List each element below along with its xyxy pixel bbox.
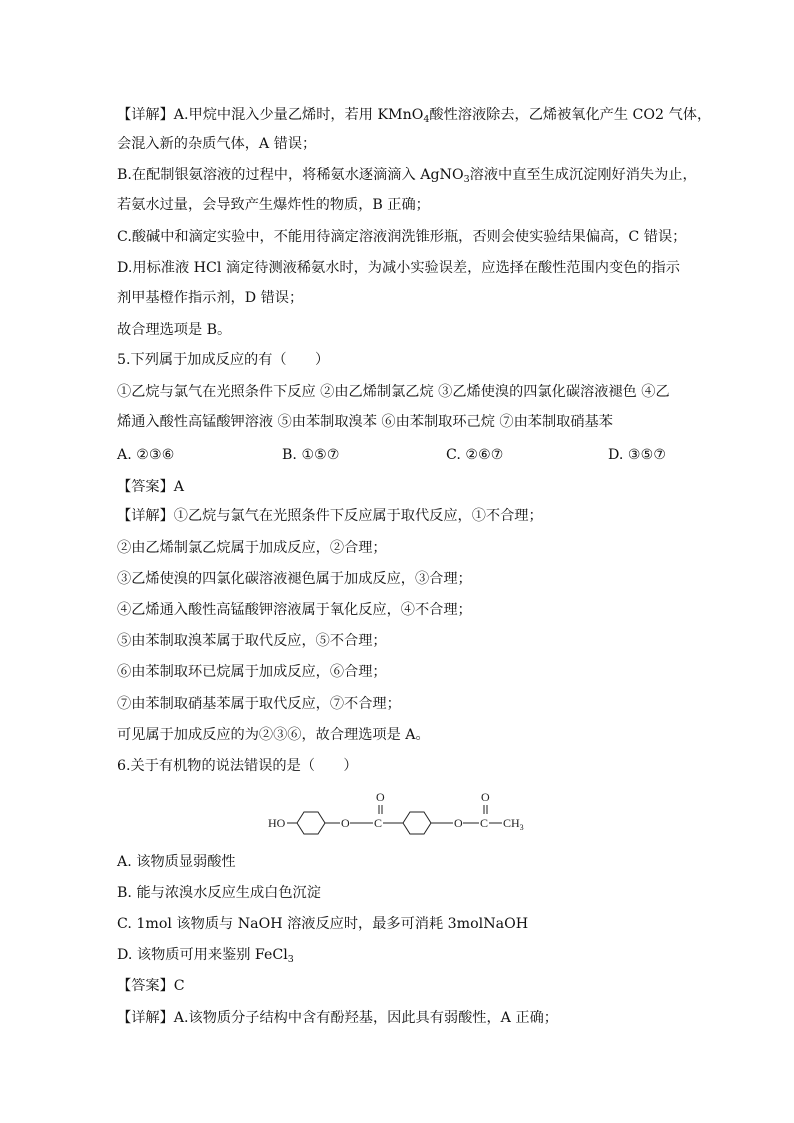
q5-detail-5: ⑤由苯制取溴苯属于取代反应，⑤不合理； (117, 633, 387, 649)
q5-option-b: B. ①⑤⑦ (282, 447, 340, 463)
structure-label-o-top1: O (376, 790, 385, 804)
p4-conclusion: 故合理选项是 B。 (117, 322, 232, 338)
structure-label-o-top2: O (481, 790, 490, 804)
q5-detail-7: ⑦由苯制取硝基苯属于取代反应，⑦不合理； (117, 696, 401, 712)
structure-label-o1: O (341, 816, 350, 830)
q6-answer: 【答案】C (117, 978, 185, 994)
q5-option-a: A. ②③⑥ (117, 447, 175, 463)
q5-items-line-1: ①乙烷与氯气在光照条件下反应 ②由乙烯制氯乙烷 ③乙烯使溴的四氯化碳溶液褪色 ④乙 (117, 384, 670, 400)
p4-detail-line-a2: 会混入新的杂质气体，A 错误； (117, 136, 317, 152)
q6-option-c: C. 1mol 该物质与 NaOH 溶液反应时，最多可消耗 3molNaOH (117, 916, 529, 932)
q5-detail-1: 【详解】①乙烷与氯气在光照条件下反应属于取代反应，①不合理； (117, 508, 543, 524)
p4-detail-line-d2: 剂甲基橙作指示剂，D 错误； (117, 290, 304, 306)
q6-option-a: A. 该物质显弱酸性 (117, 854, 236, 870)
p4-detail-line-d1: D.用标准液 HCl 滴定待测液稀氨水时，为减小实验误差，应选择在酸性范围内变色的指示 (117, 260, 680, 276)
q5-stem: 5.下列属于加成反应的有（ ） (117, 352, 330, 368)
q5-detail-2: ②由乙烯制氯乙烷属于加成反应，②合理； (117, 540, 387, 556)
q6-option-d: D. 该物质可用来鉴别 FeCl$_3$ (117, 947, 294, 965)
p4-detail-line-b1: B.在配制银氨溶液的过程中，将稀氨水逐滴滴入 AgNO$_3$溶液中直至生成沉淀刚好消失为止， (117, 167, 697, 185)
structure-label-o2: O (454, 816, 463, 830)
structural-formula (262, 787, 532, 837)
q5-conclusion: 可见属于加成反应的为②③⑥，故合理选项是 A。 (117, 727, 430, 743)
q6-stem: 6.关于有机物的说法错误的是（ ） (117, 758, 358, 774)
q6-detail-a: 【详解】A.该物质分子结构中含有酚羟基，因此具有弱酸性，A 正确； (117, 1010, 558, 1026)
structure-label-c2: C (480, 816, 489, 830)
q5-option-c: C. ②⑥⑦ (446, 447, 504, 463)
structure-label-ch3: $CH_3$ (503, 816, 524, 832)
q5-detail-3: ③乙烯使溴的四氯化碳溶液褪色属于加成反应，③合理； (117, 571, 472, 587)
p4-detail-line-b2: 若氨水过量，会导致产生爆炸性的物质，B 正确； (117, 197, 430, 213)
q6-option-b: B. 能与浓溴水反应生成白色沉淀 (117, 885, 321, 901)
q5-answer: 【答案】A (117, 479, 184, 495)
q5-detail-4: ④乙烯通入酸性高锰酸钾溶液属于氧化反应，④不合理； (117, 602, 472, 618)
structure-label-c1: C (374, 816, 383, 830)
q5-option-d: D. ③⑤⑦ (608, 447, 667, 463)
p4-detail-line-a1: 【详解】A.甲烷中混入少量乙烯时，若用 KMnO$_4$酸性溶液除去，乙烯被氧化产生 CO2 气体， (117, 107, 712, 125)
q5-items-line-2: 烯通入酸性高锰酸钾溶液 ⑤由苯制取溴苯 ⑥由苯制取环己烷 ⑦由苯制取硝基苯 (117, 414, 613, 430)
q5-detail-6: ⑥由苯制取环已烷属于加成反应，⑥合理； (117, 664, 387, 680)
structure-label-ho: HO (268, 816, 286, 830)
p4-detail-line-c: C.酸碱中和滴定实验中，不能用待滴定溶液润洗锥形瓶，否则会使实验结果偏高，C 错误； (117, 229, 687, 245)
